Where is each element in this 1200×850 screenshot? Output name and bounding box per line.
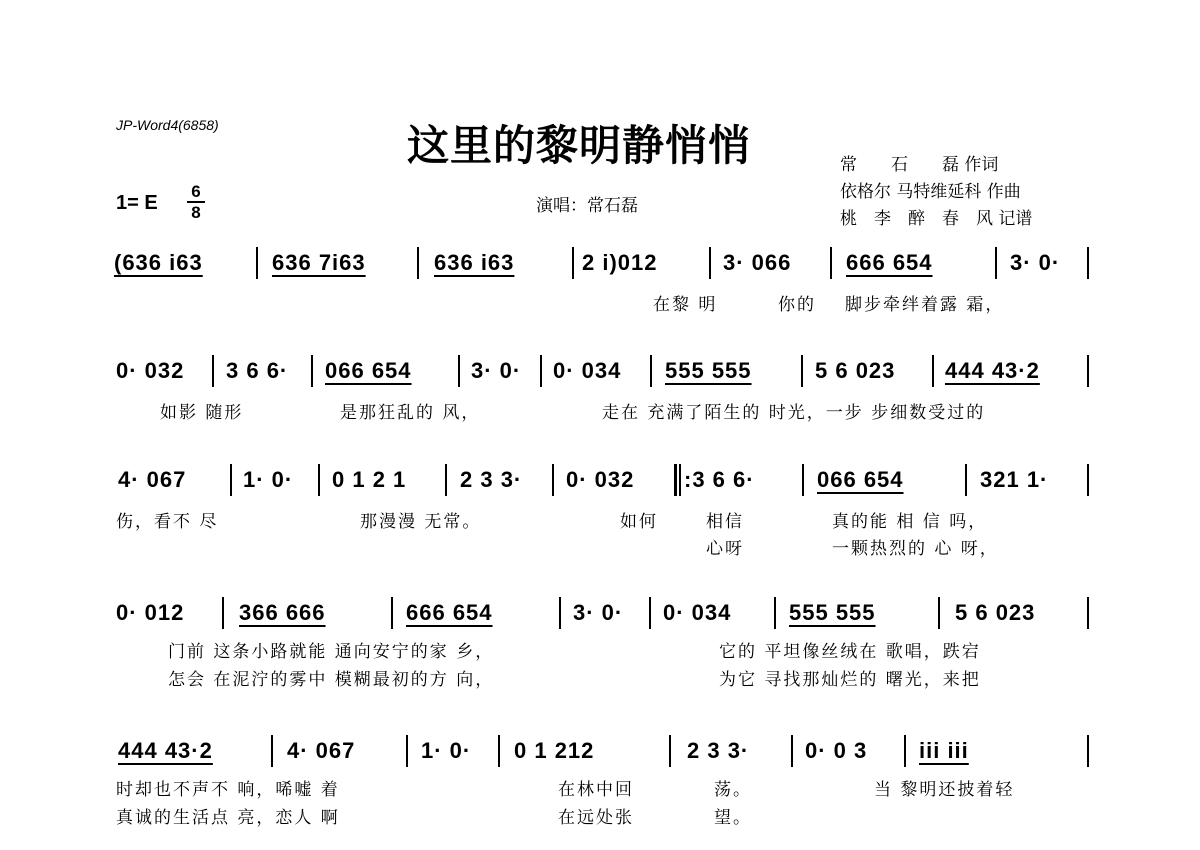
lyric-fragment: 在林中回 [558,780,634,800]
lyrics-row [112,507,1092,533]
notes-row-1 [112,245,1092,285]
measure: 066 654 [817,467,904,492]
measure: 666 654 [846,250,933,275]
measure: 0· 032 [566,467,635,492]
measure: 1· 0· [243,467,294,492]
measure: 2 i)012 [582,250,658,275]
measure: 2 3 3· [460,467,523,492]
singer-credit: 演唱：常石磊 [536,196,638,216]
lyric-fragment: 那漫漫 无常。 [360,512,482,532]
lyrics-row [112,775,1092,801]
lyricist-credit: 常 石 磊 作词 [840,155,999,175]
measure: 0· 034 [553,358,622,383]
lyric-fragment: 如何 [620,512,658,532]
transcriber-credit: 桃 李 醉 春 风 记谱 [840,209,1033,229]
measure: 3 6 6· [226,358,289,383]
source-label: JP-Word4(6858) [116,117,219,133]
lyrics-row-verse-2 [112,803,1092,829]
lyric-fragment: 真诚的生活点 亮，恋人 啊 [116,808,340,828]
lyrics-row-verse-2 [112,665,1092,691]
lyric-fragment: 为它 寻找那灿烂的 曙光，来把 [719,670,981,690]
measure: 2 3 3· [687,738,750,763]
time-signature-top: 6 [191,182,201,201]
notes-row-3 [112,462,1092,502]
measure: 0· 032 [116,358,185,383]
lyric-fragment: 望。 [714,808,752,828]
measure: 0 1 2 1 [332,467,407,492]
measure: 5 6 023 [955,600,1036,625]
lyric-fragment: 如影 随形 [160,403,244,423]
measure: 4· 067 [287,738,356,763]
measure: 5 6 023 [815,358,896,383]
lyric-fragment: 时却也不声不 响，唏嘘 着 [116,780,340,800]
lyric-fragment: 它的 平坦像丝绒在 歌唱，跌宕 [719,642,981,662]
measure: 555 555 [665,358,752,383]
measure: 3· 0· [471,358,522,383]
lyrics-row [112,398,1092,424]
lyric-fragment: 荡。 [714,780,752,800]
lyric-fragment: 心呀 [706,539,744,559]
time-signature-bottom: 8 [191,203,201,222]
key-signature: 1= E [116,192,158,214]
notes-row-5 [112,733,1092,773]
measure: 321 1· [980,467,1049,492]
lyric-fragment: 是那狂乱的 风， [340,403,481,423]
composer-credit: 依格尔 马特维延科 作曲 [840,182,1021,202]
measure: iii iii [919,738,969,763]
lyric-fragment: 相信 [706,512,744,532]
time-signature [186,183,206,221]
measure: 1· 0· [421,738,472,763]
lyric-fragment: 伤，看不 尽 [116,512,219,532]
measure: 4· 067 [118,467,187,492]
measure: 0· 0 3 [805,738,868,763]
lyric-fragment: 门前 这条小路就能 通向安宁的家 乡， [168,642,495,662]
measure: 444 43·2 [118,738,213,763]
song-title: 这里的黎明静悄悄 [407,121,752,170]
measure: 066 654 [325,358,412,383]
measure: 0 1 212 [514,738,595,763]
lyrics-row-verse-2 [112,534,1092,560]
measure: 444 43·2 [945,358,1040,383]
lyric-fragment: 你的 [778,295,816,315]
measure: 636 7i63 [272,250,366,275]
lyric-fragment: 怎会 在泥泞的雾中 模糊最初的方 向， [168,670,495,690]
measure: :3 6 6· [684,467,755,492]
lyric-fragment: 当 黎明还披着轻 [874,780,1015,800]
measure: 3· 066 [723,250,792,275]
measure: 0· 012 [116,600,185,625]
lyric-fragment: 走在 充满了陌生的 时光，一步 步细数受过的 [602,403,986,423]
measure: 3· 0· [1010,250,1061,275]
lyrics-row [112,637,1092,663]
lyric-fragment: 真的能 相 信 吗， [832,512,988,532]
lyrics-row [112,290,1092,316]
lyric-fragment: 脚步牵绊着露 霜， [845,295,1005,315]
measure: (636 i63 [114,250,203,275]
measure: 366 666 [239,600,326,625]
measure: 555 555 [789,600,876,625]
lyric-fragment: 在远处张 [558,808,634,828]
notes-row-2 [112,353,1092,393]
measure: 0· 034 [663,600,732,625]
lyric-fragment: 一颗热烈的 心 呀， [832,539,999,559]
notes-row-4 [112,595,1092,635]
lyric-fragment: 在黎 明 [653,295,718,315]
measure: 3· 0· [573,600,624,625]
measure: 666 654 [406,600,493,625]
measure: 636 i63 [434,250,515,275]
